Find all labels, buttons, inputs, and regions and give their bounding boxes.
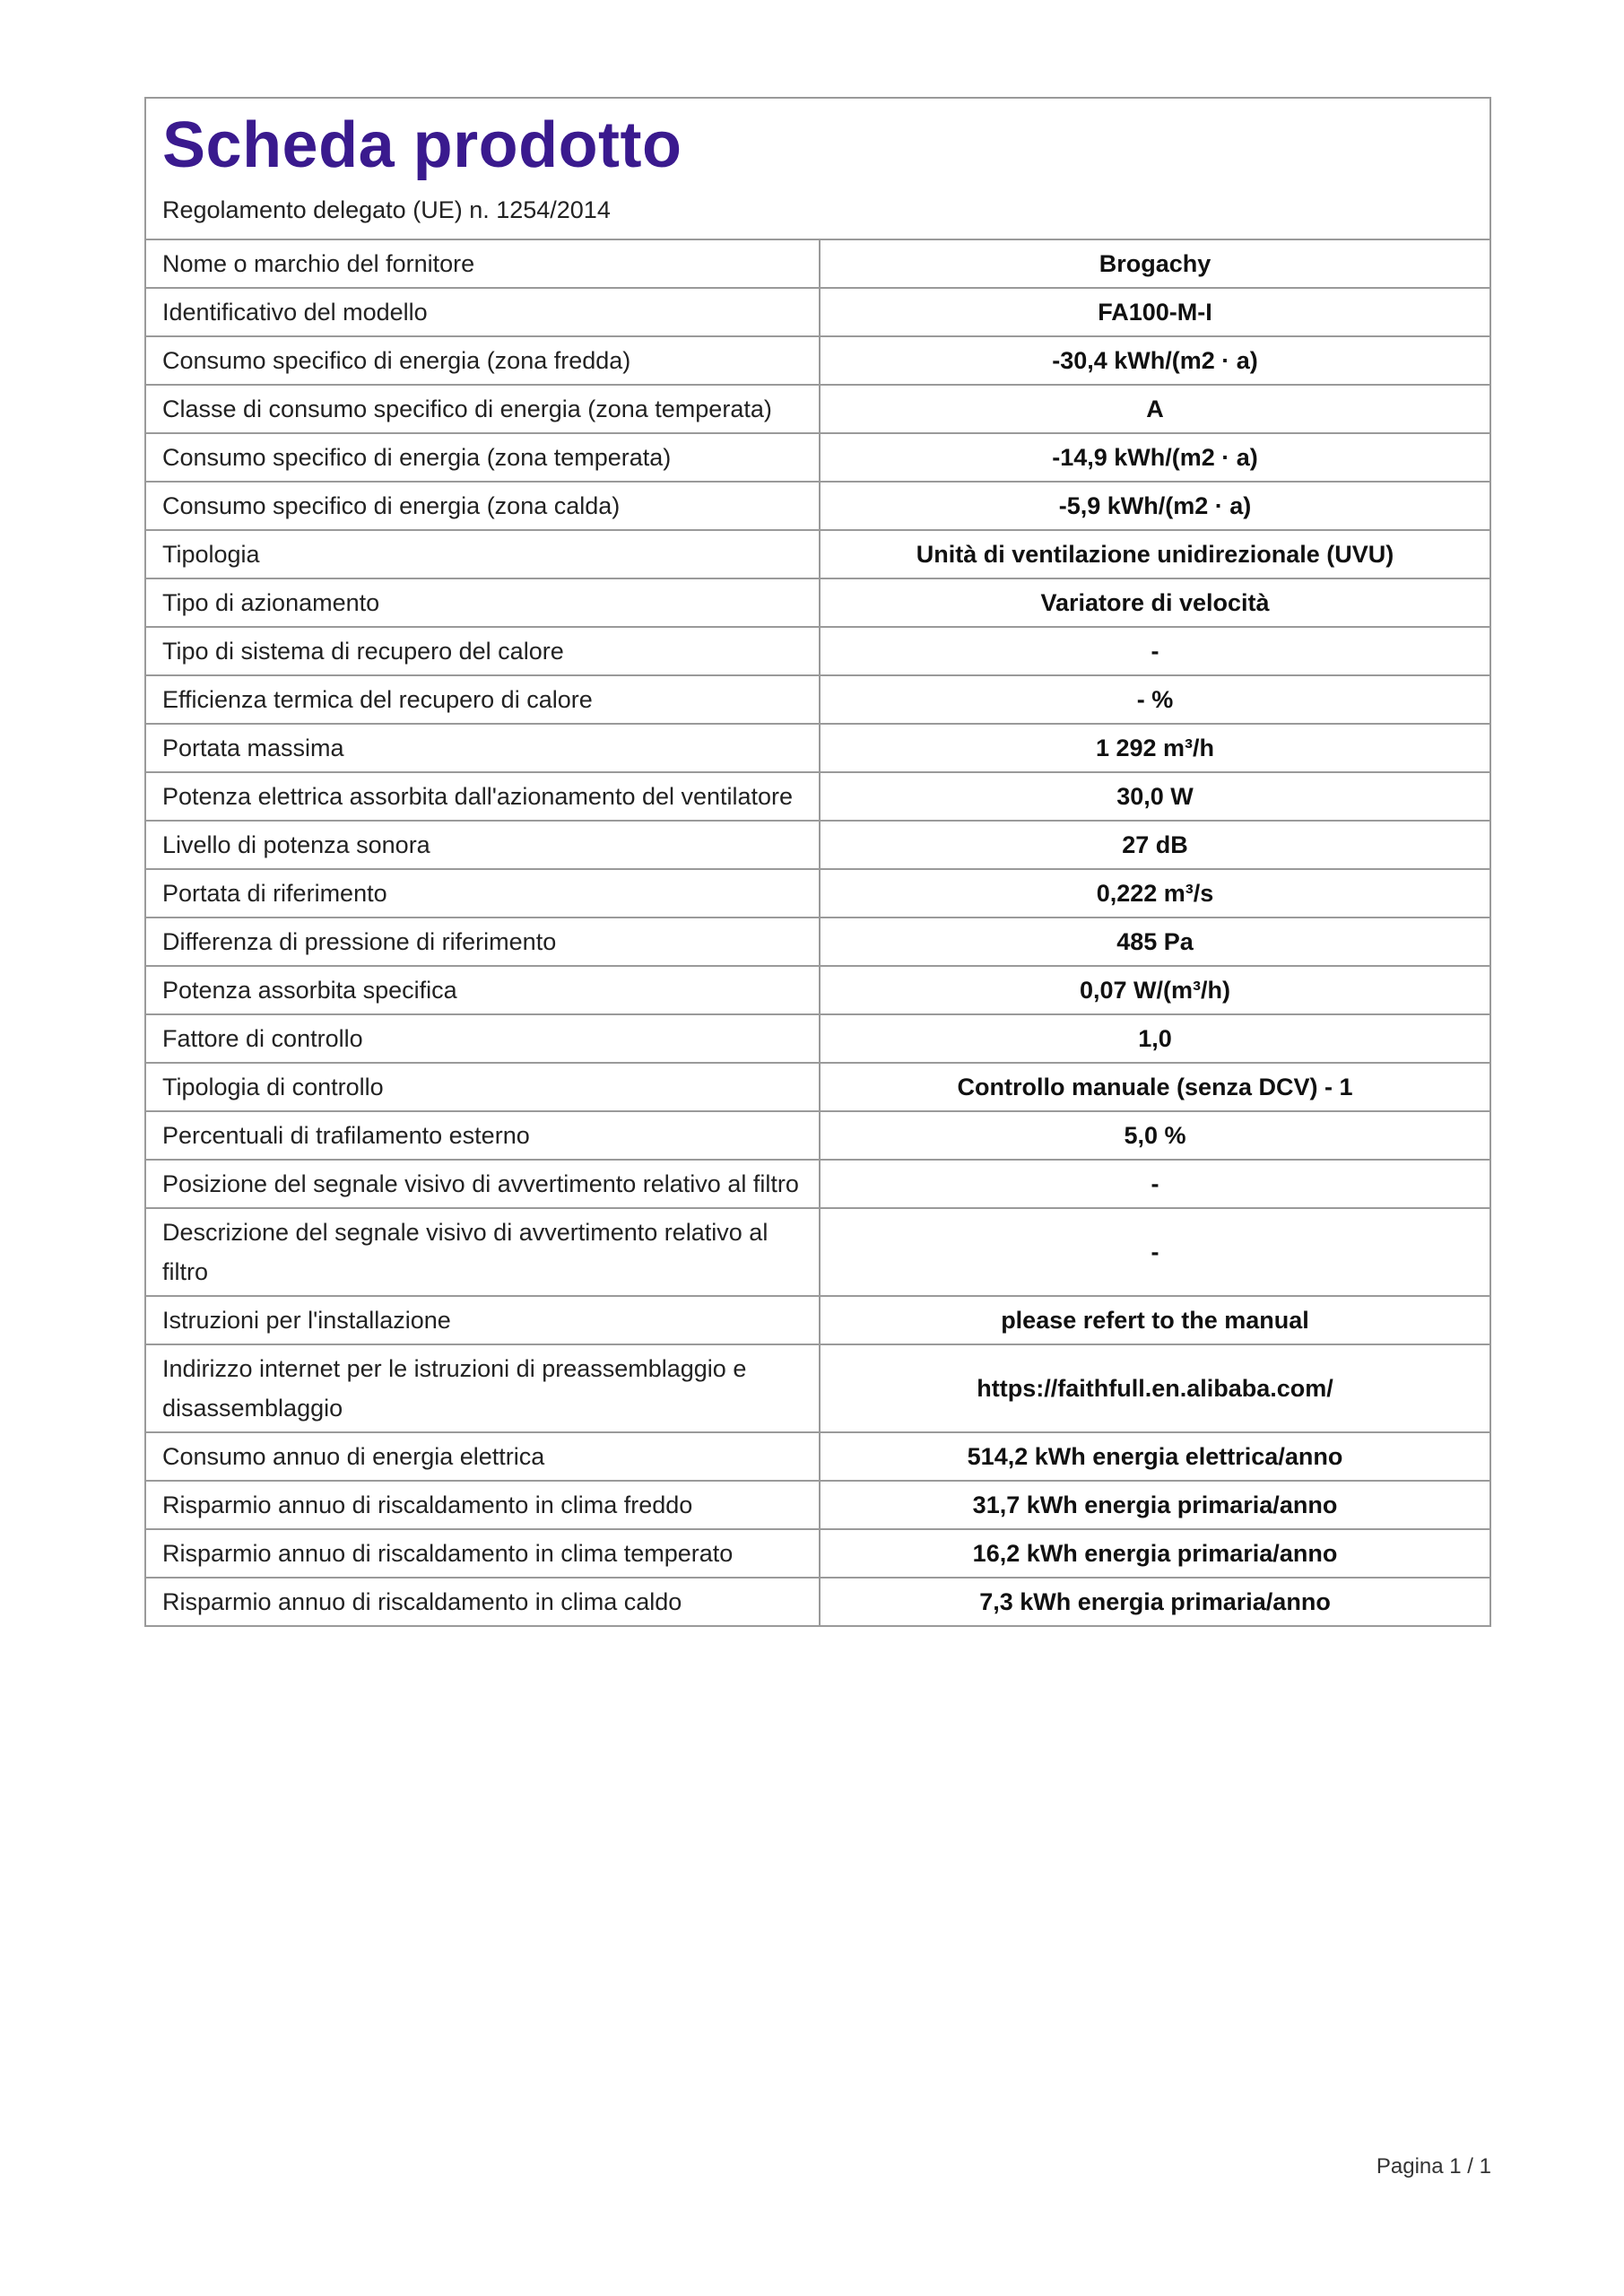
row-value: 1 292 m³/h <box>820 724 1489 772</box>
table-row <box>146 1208 1489 1296</box>
row-value: 5,0 % <box>820 1111 1489 1160</box>
row-label: Differenza di pressione di riferimento <box>146 918 820 966</box>
row-value: Controllo manuale (senza DCV) - 1 <box>820 1063 1489 1111</box>
table-row <box>146 966 1489 1014</box>
table-row <box>146 578 1489 627</box>
table-row <box>146 869 1489 918</box>
row-label: Fattore di controllo <box>146 1014 820 1063</box>
row-label: Risparmio annuo di riscaldamento in clima freddo <box>146 1481 820 1529</box>
table-row <box>146 772 1489 821</box>
row-label: Identificativo del modello <box>146 288 820 336</box>
table-row <box>146 240 1489 288</box>
row-value: please refert to the manual <box>820 1296 1489 1344</box>
sheet-header <box>146 99 1489 240</box>
row-label: Consumo annuo di energia elettrica <box>146 1432 820 1481</box>
row-value: 16,2 kWh energia primaria/anno <box>820 1529 1489 1578</box>
row-value: -30,4 kWh/(m2 · a) <box>820 336 1489 385</box>
row-label: Efficienza termica del recupero di calore <box>146 675 820 724</box>
row-value: A <box>820 385 1489 433</box>
row-value: 0,07 W/(m³/h) <box>820 966 1489 1014</box>
table-row <box>146 918 1489 966</box>
table-row <box>146 1111 1489 1160</box>
row-label: Consumo specifico di energia (zona fredda) <box>146 336 820 385</box>
row-label: Classe di consumo specifico di energia (zona temperata) <box>146 385 820 433</box>
product-sheet <box>144 97 1491 1627</box>
page-number: Pagina 1 / 1 <box>1376 2154 1491 2179</box>
row-label: Descrizione del segnale visivo di avvertimento relativo al filtro <box>146 1208 820 1296</box>
table-row <box>146 385 1489 433</box>
row-value: 30,0 W <box>820 772 1489 821</box>
row-value: 7,3 kWh energia primaria/anno <box>820 1578 1489 1625</box>
row-label: Potenza elettrica assorbita dall'azionamento del ventilatore <box>146 772 820 821</box>
sheet-subtitle: Regolamento delegato (UE) n. 1254/2014 <box>162 196 611 224</box>
table-row <box>146 1344 1489 1432</box>
row-value: 31,7 kWh energia primaria/anno <box>820 1481 1489 1529</box>
table-row <box>146 1160 1489 1208</box>
product-data-table <box>146 240 1489 1625</box>
row-value: Brogachy <box>1099 250 1211 278</box>
row-label: Livello di potenza sonora <box>146 821 820 869</box>
row-value: -5,9 kWh/(m2 · a) <box>820 482 1489 530</box>
row-label: Consumo specifico di energia (zona temperata) <box>146 433 820 482</box>
row-label: Tipo di azionamento <box>146 578 820 627</box>
row-value: 0,222 m³/s <box>820 869 1489 918</box>
table-row <box>146 530 1489 578</box>
row-value: Unità di ventilazione unidirezionale (UVU) <box>820 530 1489 578</box>
row-label: Tipo di sistema di recupero del calore <box>146 627 820 675</box>
row-label: Posizione del segnale visivo di avvertimento relativo al filtro <box>146 1160 820 1208</box>
row-label: Risparmio annuo di riscaldamento in clima temperato <box>146 1529 820 1578</box>
table-row <box>146 675 1489 724</box>
row-value: -14,9 kWh/(m2 · a) <box>820 433 1489 482</box>
row-label: Portata di riferimento <box>146 869 820 918</box>
table-row <box>146 1296 1489 1344</box>
row-label: Risparmio annuo di riscaldamento in clima caldo <box>146 1578 820 1625</box>
row-value: https://faithfull.en.alibaba.com/ <box>820 1344 1489 1432</box>
row-value: 514,2 kWh energia elettrica/anno <box>820 1432 1489 1481</box>
table-row <box>146 821 1489 869</box>
row-value: 27 dB <box>820 821 1489 869</box>
table-row <box>146 724 1489 772</box>
row-label: Istruzioni per l'installazione <box>146 1296 820 1344</box>
row-label: Tipologia di controllo <box>146 1063 820 1111</box>
table-row <box>146 627 1489 675</box>
row-value: - % <box>820 675 1489 724</box>
row-value: - <box>820 1160 1489 1208</box>
table-row <box>146 482 1489 530</box>
row-label: Indirizzo internet per le istruzioni di preassemblaggio e disassemblaggio <box>146 1344 820 1432</box>
row-value: - <box>820 627 1489 675</box>
row-value: 1,0 <box>820 1014 1489 1063</box>
sheet-title: Scheda prodotto <box>162 109 682 181</box>
table-row <box>146 1578 1489 1625</box>
table-row <box>146 288 1489 336</box>
table-row <box>146 1481 1489 1529</box>
table-row <box>146 1014 1489 1063</box>
table-row <box>146 1063 1489 1111</box>
row-value: FA100-M-I <box>820 288 1489 336</box>
row-label: Percentuali di trafilamento esterno <box>146 1111 820 1160</box>
row-label: Consumo specifico di energia (zona calda) <box>146 482 820 530</box>
row-label: Potenza assorbita specifica <box>146 966 820 1014</box>
row-value: Variatore di velocità <box>820 578 1489 627</box>
table-row <box>146 433 1489 482</box>
table-row <box>146 1432 1489 1481</box>
row-value: 485 Pa <box>820 918 1489 966</box>
row-value: - <box>820 1208 1489 1296</box>
row-label: Tipologia <box>146 530 820 578</box>
table-row <box>146 1529 1489 1578</box>
row-label: Nome o marchio del fornitore <box>146 240 820 288</box>
table-row <box>146 336 1489 385</box>
row-label: Portata massima <box>146 724 820 772</box>
